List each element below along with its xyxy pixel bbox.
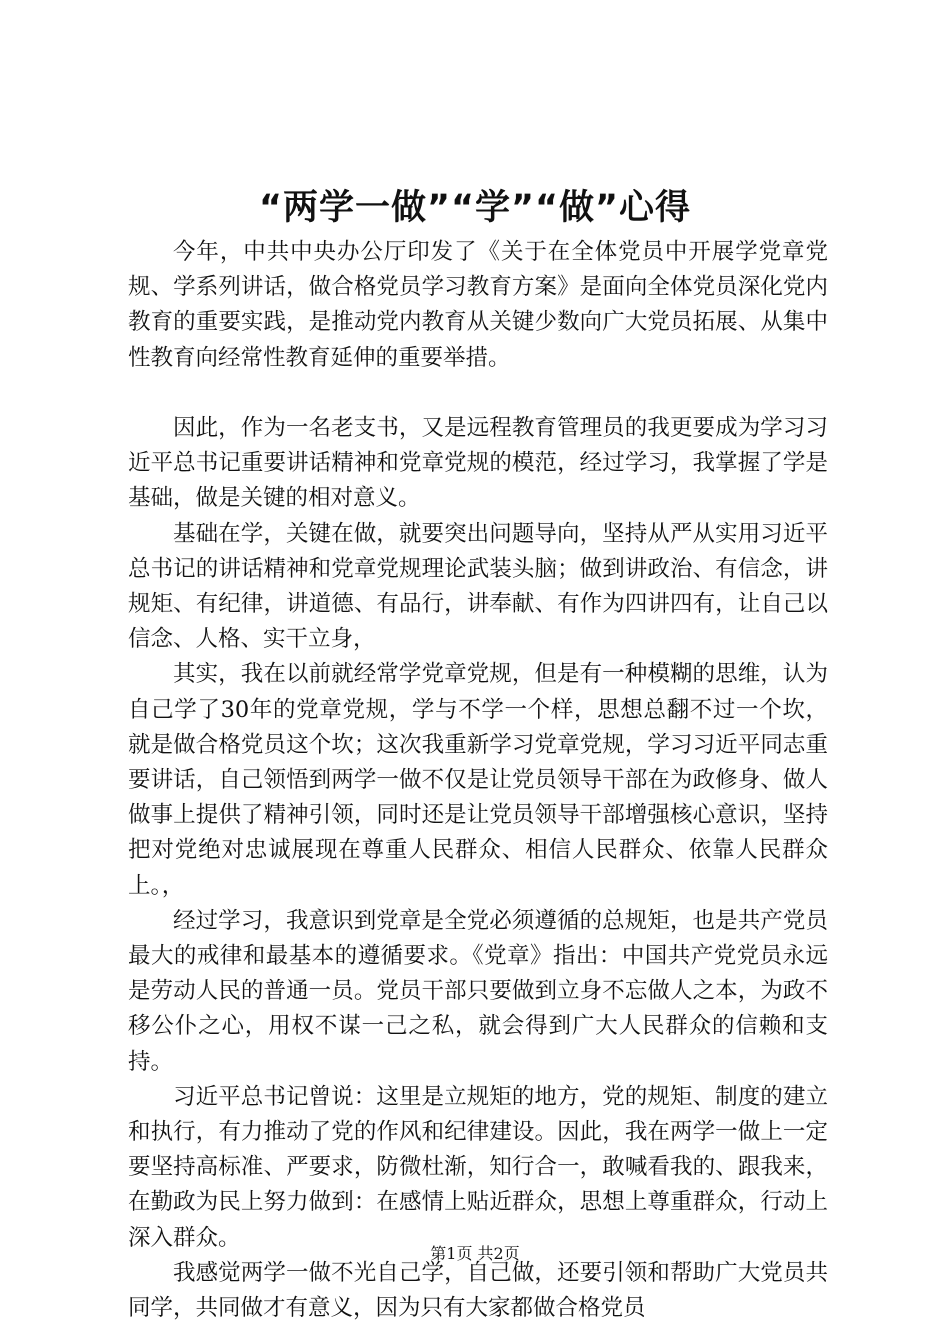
page-number-footer: 第1页 共2页 (430, 1244, 520, 1263)
paragraph-7: 我感觉两学一做不光自己学，自己做，还要引领和帮助广大党员共同学，共同做才有意义，因为只有大家都做合格党员 (128, 1259, 828, 1322)
paragraph-4: 其实，我在以前就经常学党章党规，但是有一种模糊的思维，认为自己学了30年的党章党规，学与不学一个样，思想总翻不过一个坎，就是做合格党员这个坎；这次我重新学习党章党规，学习习近平同志重要讲话，自己领悟到两学一做不仅是让党员领导干部在为政修身、做人做事上提供了精神引领，同时还是让党员领导干部增强核心意识，坚持把对党绝对忠诚展现在尊重人民群众、相信人民群众、依靠人民群众上。， (128, 661, 828, 899)
paragraph-6: 习近平总书记曾说：这里是立规矩的地方，党的规矩、制度的建立和执行，有力推动了党的作风和纪律建设。因此，我在两学一做上一定要坚持高标准、严要求，防微杜渐，知行合一，敢喊看我的、跟我来，在勤政为民上努力做到：在感情上贴近群众，思想上尊重群众，行动上深入群众。 (128, 1083, 828, 1251)
paragraph-2: 因此，作为一名老支书，又是远程教育管理员的我更要成为学习习近平总书记重要讲话精神和党章党规的模范，经过学习，我掌握了学是基础，做是关键的相对意义。 (128, 415, 828, 512)
paragraph-1: 今年，中共中央办公厅印发了《关于在全体党员中开展学党章党规、学系列讲话，做合格党员学习教育方案》是面向全体党员深化党内教育的重要实践，是推动党内教育从关键少数向广大党员拓展、从集中性教育向经常性教育延伸的重要举措。 (128, 239, 828, 371)
paragraph-3: 基础在学，关键在做，就要突出问题导向，坚持从严从实用习近平总书记的讲话精神和党章党规理论武装头脑；做到讲政治、有信念，讲规矩、有纪律，讲道德、有品行，讲奉献、有作为四讲四有，让自己以信念、人格、实干立身， (128, 520, 828, 653)
paragraph-5: 经过学习，我意识到党章是全党必须遵循的总规矩，也是共产党员最大的戒律和最基本的遵循要求。《党章》指出：中国共产党党员永远是劳动人民的普通一员。党员干部只要做到立身不忘做人之本，为政不移公仆之心，用权不谋一己之私，就会得到广大人民群众的信赖和支持。 (128, 907, 828, 1075)
document-body (128, 235, 828, 1326)
document-title: “两学一做”“学”“做”心得 (258, 188, 692, 228)
